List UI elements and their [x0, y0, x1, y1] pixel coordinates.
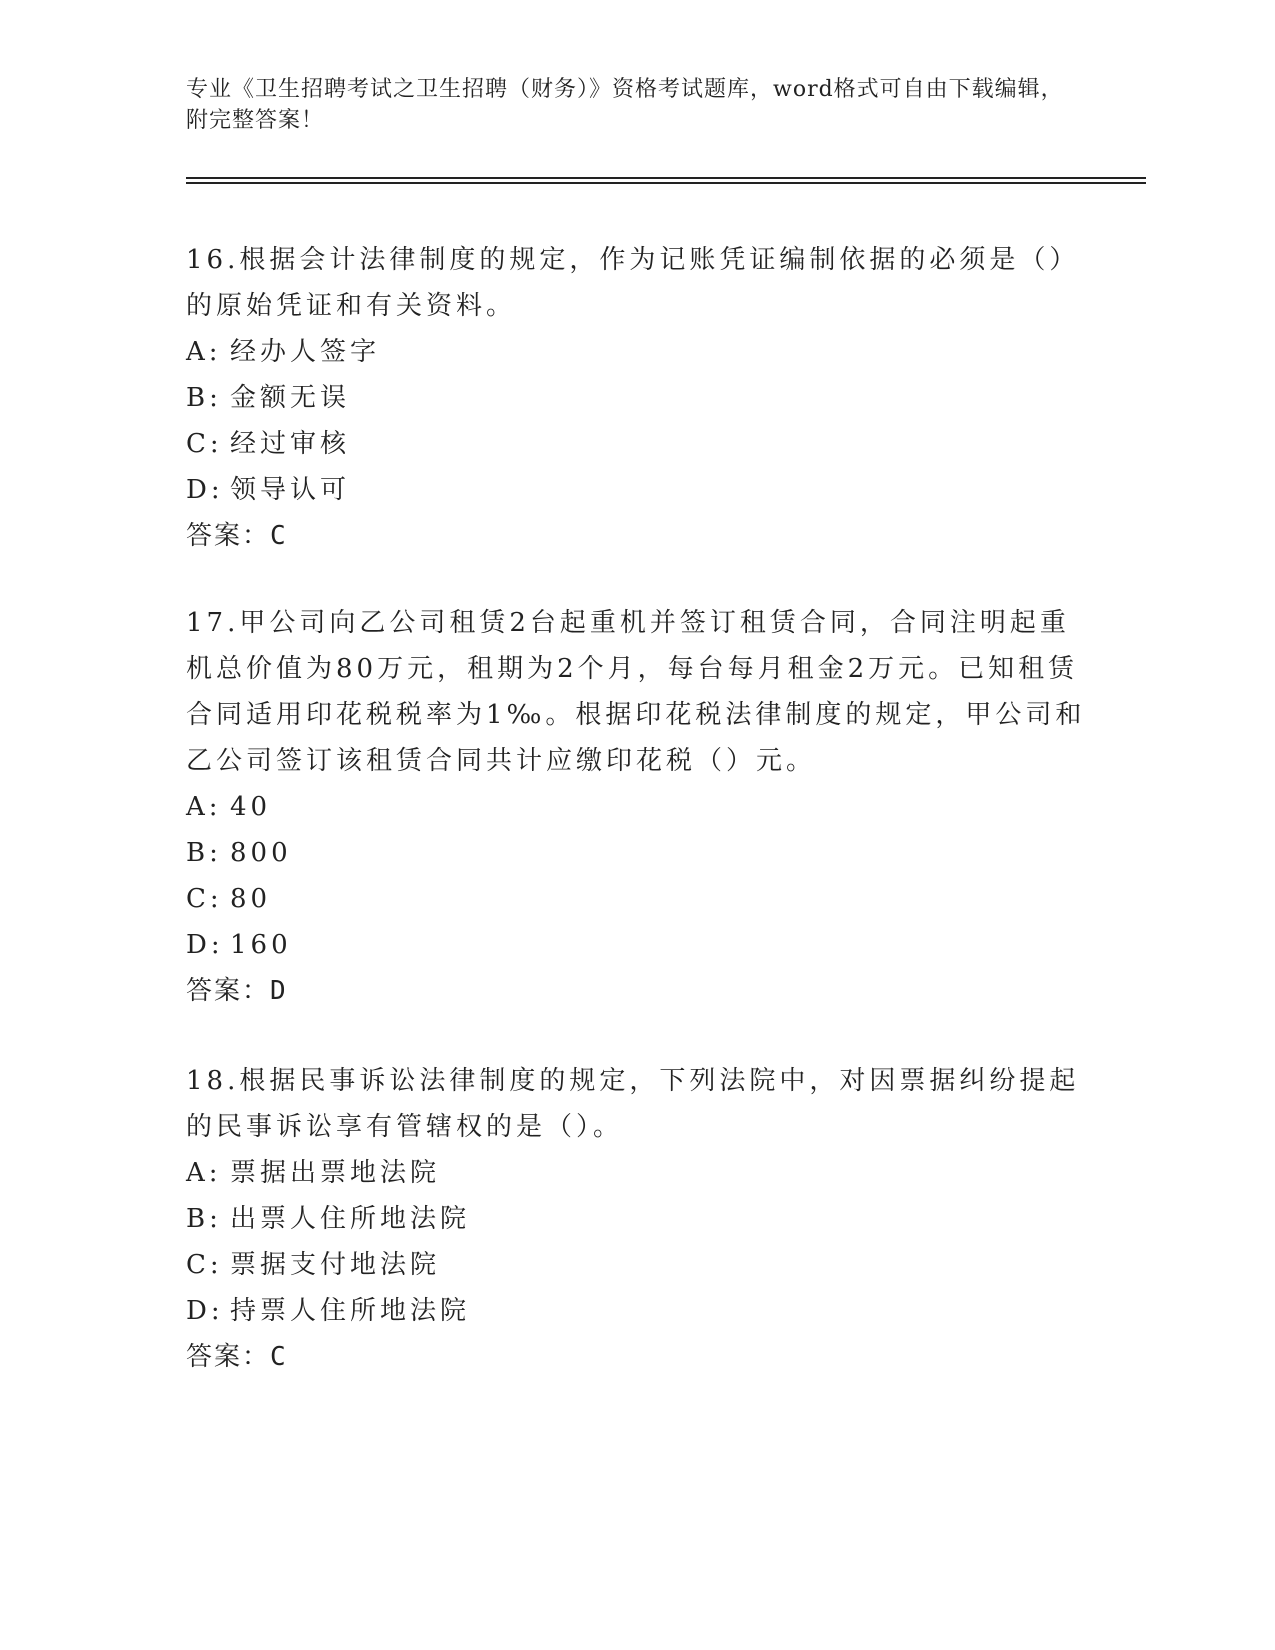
option-letter: C: [186, 429, 223, 459]
option-text: 800 [230, 838, 292, 868]
option-text: 经办人签字 [230, 337, 381, 367]
option-text: 票据出票地法院 [230, 1158, 441, 1188]
option-a [186, 784, 1086, 830]
option-text: 经过审核 [230, 429, 351, 459]
option-letter: D: [186, 1296, 224, 1326]
option-text: 票据支付地法院 [230, 1250, 441, 1280]
document-header: 专业《卫生招聘考试之卫生招聘（财务）》资格考试题库，word格式可自由下载编辑，附完整答案！ [186, 77, 1064, 133]
answer-label: 答案： [186, 1342, 271, 1372]
answer-label: 答案： [186, 976, 271, 1006]
question-18 [186, 1058, 1086, 1380]
option-letter: A: [186, 337, 222, 367]
header-divider-bottom [186, 182, 1146, 184]
option-letter: B: [186, 383, 222, 413]
option-text: 40 [230, 792, 272, 822]
option-b [186, 1196, 1086, 1242]
question-stem: 17.甲公司向乙公司租赁2台起重机并签订租赁合同，合同注明起重机总价值为80万元，租期为2个月，每台每月租金2万元。已知租赁合同适用印花税税率为1‰。根据印花税法律制度的规定，甲公司和乙公司签订该租赁合同共计应缴印花税（）元。 [186, 608, 1086, 776]
option-letter: C: [186, 884, 223, 914]
option-letter: B: [186, 838, 222, 868]
option-c [186, 1242, 1086, 1288]
option-text: 80 [230, 884, 272, 914]
option-text: 出票人住所地法院 [230, 1204, 471, 1234]
option-d [186, 467, 1086, 513]
option-d [186, 922, 1086, 968]
option-letter: C: [186, 1250, 223, 1280]
option-letter: A: [186, 1158, 222, 1188]
question-stem: 18.根据民事诉讼法律制度的规定，下列法院中，对因票据纠纷提起的民事诉讼享有管辖权的是（）。 [186, 1066, 1080, 1142]
question-16 [186, 237, 1086, 559]
option-letter: A: [186, 792, 222, 822]
option-a [186, 1150, 1086, 1196]
option-a [186, 329, 1086, 375]
answer-value: C [270, 1342, 288, 1372]
question-17 [186, 600, 1086, 1014]
answer-value: C [270, 521, 288, 551]
option-b [186, 375, 1086, 421]
option-text: 160 [230, 930, 292, 960]
option-letter: D: [186, 475, 224, 505]
option-b [186, 830, 1086, 876]
answer-line [186, 1334, 1086, 1380]
header-divider-top [186, 177, 1146, 179]
option-c [186, 876, 1086, 922]
option-c [186, 421, 1086, 467]
answer-label: 答案： [186, 521, 271, 551]
option-d [186, 1288, 1086, 1334]
option-text: 领导认可 [230, 475, 351, 505]
question-stem: 16.根据会计法律制度的规定，作为记账凭证编制依据的必须是（）的原始凭证和有关资料。 [186, 245, 1080, 321]
answer-line [186, 968, 1086, 1014]
option-letter: D: [186, 930, 224, 960]
answer-value: D [270, 976, 288, 1006]
option-text: 持票人住所地法院 [230, 1296, 471, 1326]
option-text: 金额无误 [230, 383, 351, 413]
answer-line [186, 513, 1086, 559]
option-letter: B: [186, 1204, 222, 1234]
